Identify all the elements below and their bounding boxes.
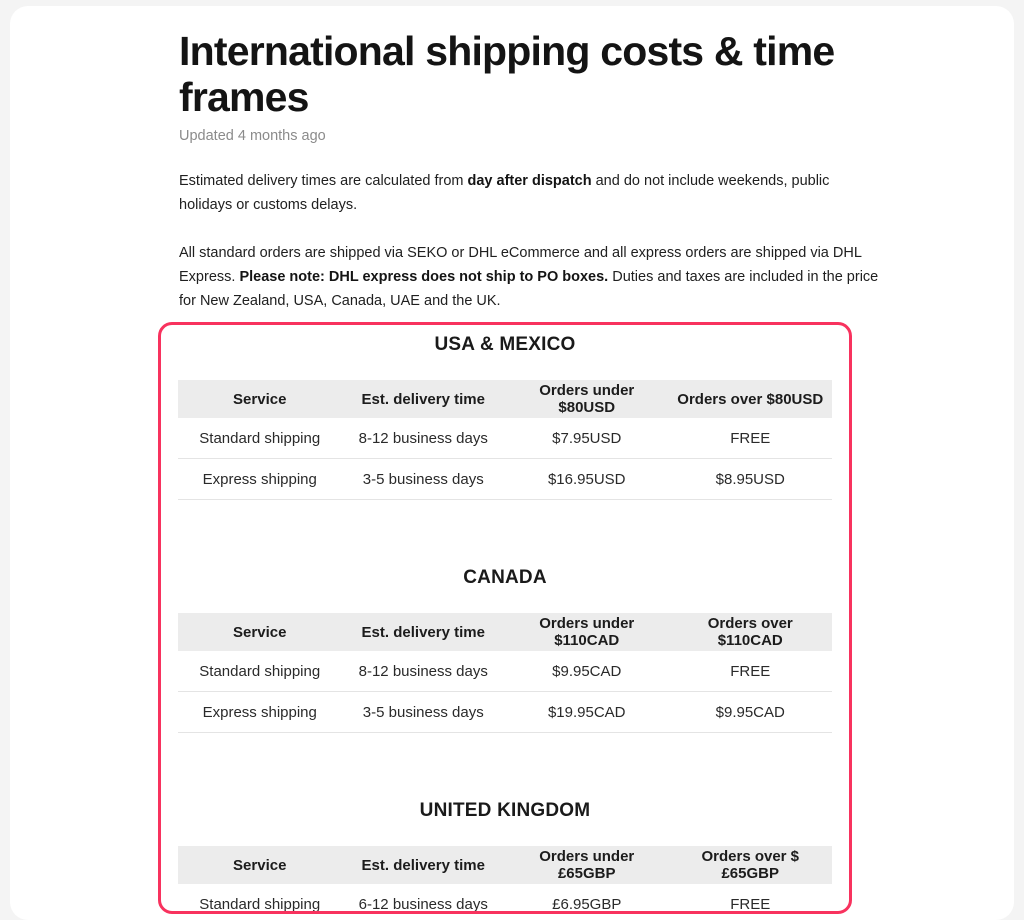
updated-timestamp: Updated 4 months ago [179,128,326,144]
table-cell: Standard shipping [178,418,342,459]
canada-shipping-table [178,613,832,733]
page-title: International shipping costs & time frames [179,28,835,120]
text-segment-bold: Please note: DHL express does not ship to PO boxes. [239,269,609,285]
column-header: Service [178,613,342,651]
shipping-section-canada [178,566,832,733]
table-row [178,692,832,733]
text-segment: Duties and taxes are included in the price for New Zealand, USA, Canada, UAE and the UK. [179,269,879,309]
shipping-section-uk [178,799,832,914]
text-segment: and do not include weekends, public holidays or customs delays. [179,173,830,213]
table-header-row [178,380,832,418]
column-header: Orders over $80USD [669,380,833,418]
section-heading: CANADA [463,567,547,588]
table-cell: $19.95CAD [505,692,669,733]
table-header-row [178,613,832,651]
annotation-highlight-box [158,322,852,914]
table-row [178,884,832,914]
column-header: Est. delivery time [342,380,506,418]
table-header-row [178,846,832,884]
uk-shipping-table [178,846,832,914]
table-cell: 8-12 business days [342,651,506,692]
table-cell: $7.95USD [505,418,669,459]
table-cell: Express shipping [178,692,342,733]
table-cell: £6.95GBP [505,884,669,914]
table-cell: $16.95USD [505,459,669,500]
shipping-section-usa-mexico [178,333,832,500]
table-cell: 3-5 business days [342,692,506,733]
column-header: Service [178,846,342,884]
table-cell: Express shipping [178,459,342,500]
column-header: Orders under £65GBP [505,846,669,884]
text-segment: All standard orders are shipped via SEKO or DHL eCommerce and all express orders are shipped via DHL Express. [179,245,862,285]
column-header: Orders under $110CAD [505,613,669,651]
table-cell: FREE [669,418,833,459]
table-cell: 3-5 business days [342,459,506,500]
table-row [178,418,832,459]
column-header: Orders under $80USD [505,380,669,418]
text-segment-bold: day after dispatch [467,173,592,189]
table-cell: FREE [669,884,833,914]
paragraph-carriers [179,241,879,313]
column-header: Orders over $110CAD [669,613,833,651]
table-cell: Standard shipping [178,884,342,914]
table-cell: $9.95CAD [505,651,669,692]
section-heading: USA & MEXICO [434,334,576,355]
table-cell: $8.95USD [669,459,833,500]
table-row [178,459,832,500]
column-header: Est. delivery time [342,846,506,884]
table-cell: $9.95CAD [669,692,833,733]
section-heading: UNITED KINGDOM [419,800,591,821]
column-header: Est. delivery time [342,613,506,651]
column-header: Orders over $£65GBP [669,846,833,884]
table-cell: 6-12 business days [342,884,506,914]
table-row [178,651,832,692]
column-header: Service [178,380,342,418]
article-card [10,6,1014,920]
paragraph-delivery-times [179,169,879,217]
usa-mexico-shipping-table [178,380,832,500]
table-cell: 8-12 business days [342,418,506,459]
table-cell: FREE [669,651,833,692]
table-cell: Standard shipping [178,651,342,692]
text-segment: Estimated delivery times are calculated from [179,173,468,189]
